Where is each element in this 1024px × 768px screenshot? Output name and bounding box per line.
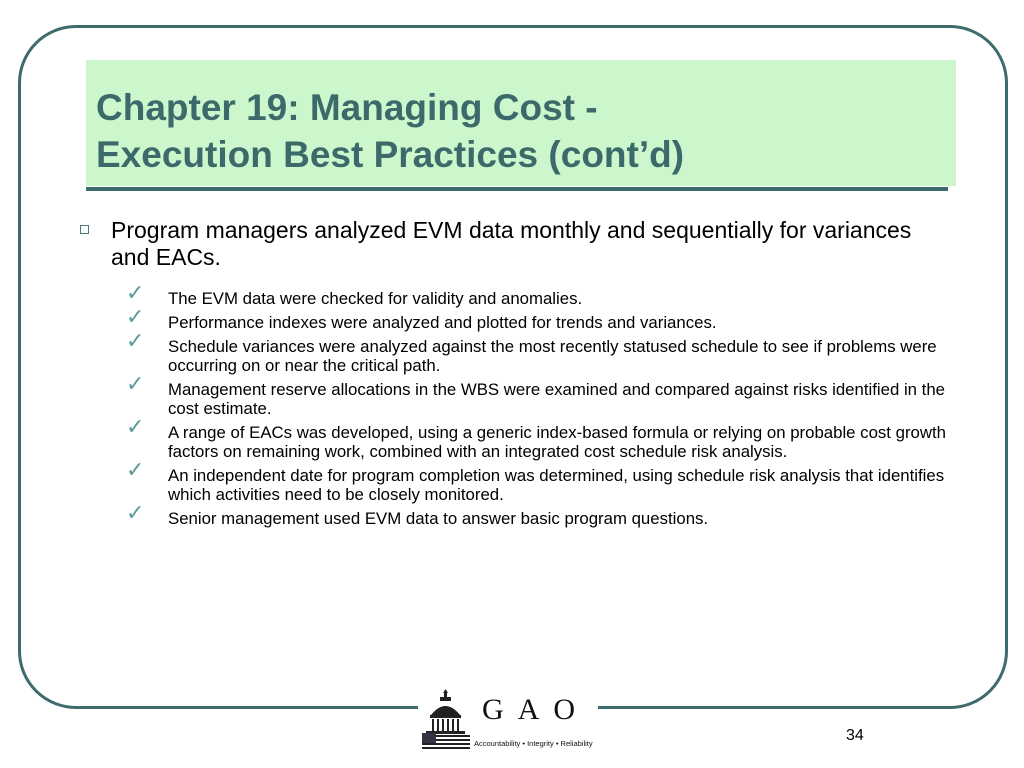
checkmark-icon: ✓ [126,501,145,526]
sub-bullet-text: Management reserve allocations in the WBS were examined and compared against risks identified in the cost estimate. [168,380,946,418]
list-item [126,501,966,528]
list-item [126,372,966,418]
main-bullet [80,217,950,271]
gao-motto: Accountability • Integrity • Reliability [474,739,593,748]
checkmark-icon: ✓ [126,305,145,330]
sub-bullet-text: A range of EACs was developed, using a generic index-based formula or relying on probable cost growth factors on remaining work, combined with an integrated cost schedule risk analysis. [168,423,946,461]
title-underline [86,187,948,191]
checkmark-icon: ✓ [126,329,145,354]
checkmark-icon: ✓ [126,372,145,397]
capitol-dome-icon [418,689,474,751]
sub-bullet-text: Performance indexes were analyzed and plotted for trends and variances. [168,313,717,332]
main-bullet-text: Program managers analyzed EVM data monthly and sequentially for variances and EACs. [111,217,912,270]
checkmark-icon: ✓ [126,458,145,483]
list-item [126,458,966,504]
slide-title [96,84,684,178]
gao-logo [418,689,598,751]
title-line-1: Chapter 19: Managing Cost - [96,87,598,128]
gao-letters: GAO [482,693,589,726]
list-item [126,329,966,375]
list-item [126,415,966,461]
list-item [126,305,966,332]
list-item [126,281,966,308]
checkmark-icon: ✓ [126,281,145,306]
sub-bullet-text: Schedule variances were analyzed against the most recently statused schedule to see if problems were occurring on or near the critical path. [168,337,937,375]
checkmark-icon: ✓ [126,415,145,440]
square-bullet-icon [80,225,89,234]
page-number: 34 [846,727,864,744]
sub-bullet-text: The EVM data were checked for validity and anomalies. [168,289,583,308]
title-line-2: Execution Best Practices (cont’d) [96,134,685,175]
sub-bullet-list [126,281,966,533]
sub-bullet-text: Senior management used EVM data to answer basic program questions. [168,509,709,528]
sub-bullet-text: An independent date for program completion was determined, using schedule risk analysis that identifies which activities need to be closely monitored. [168,466,945,504]
